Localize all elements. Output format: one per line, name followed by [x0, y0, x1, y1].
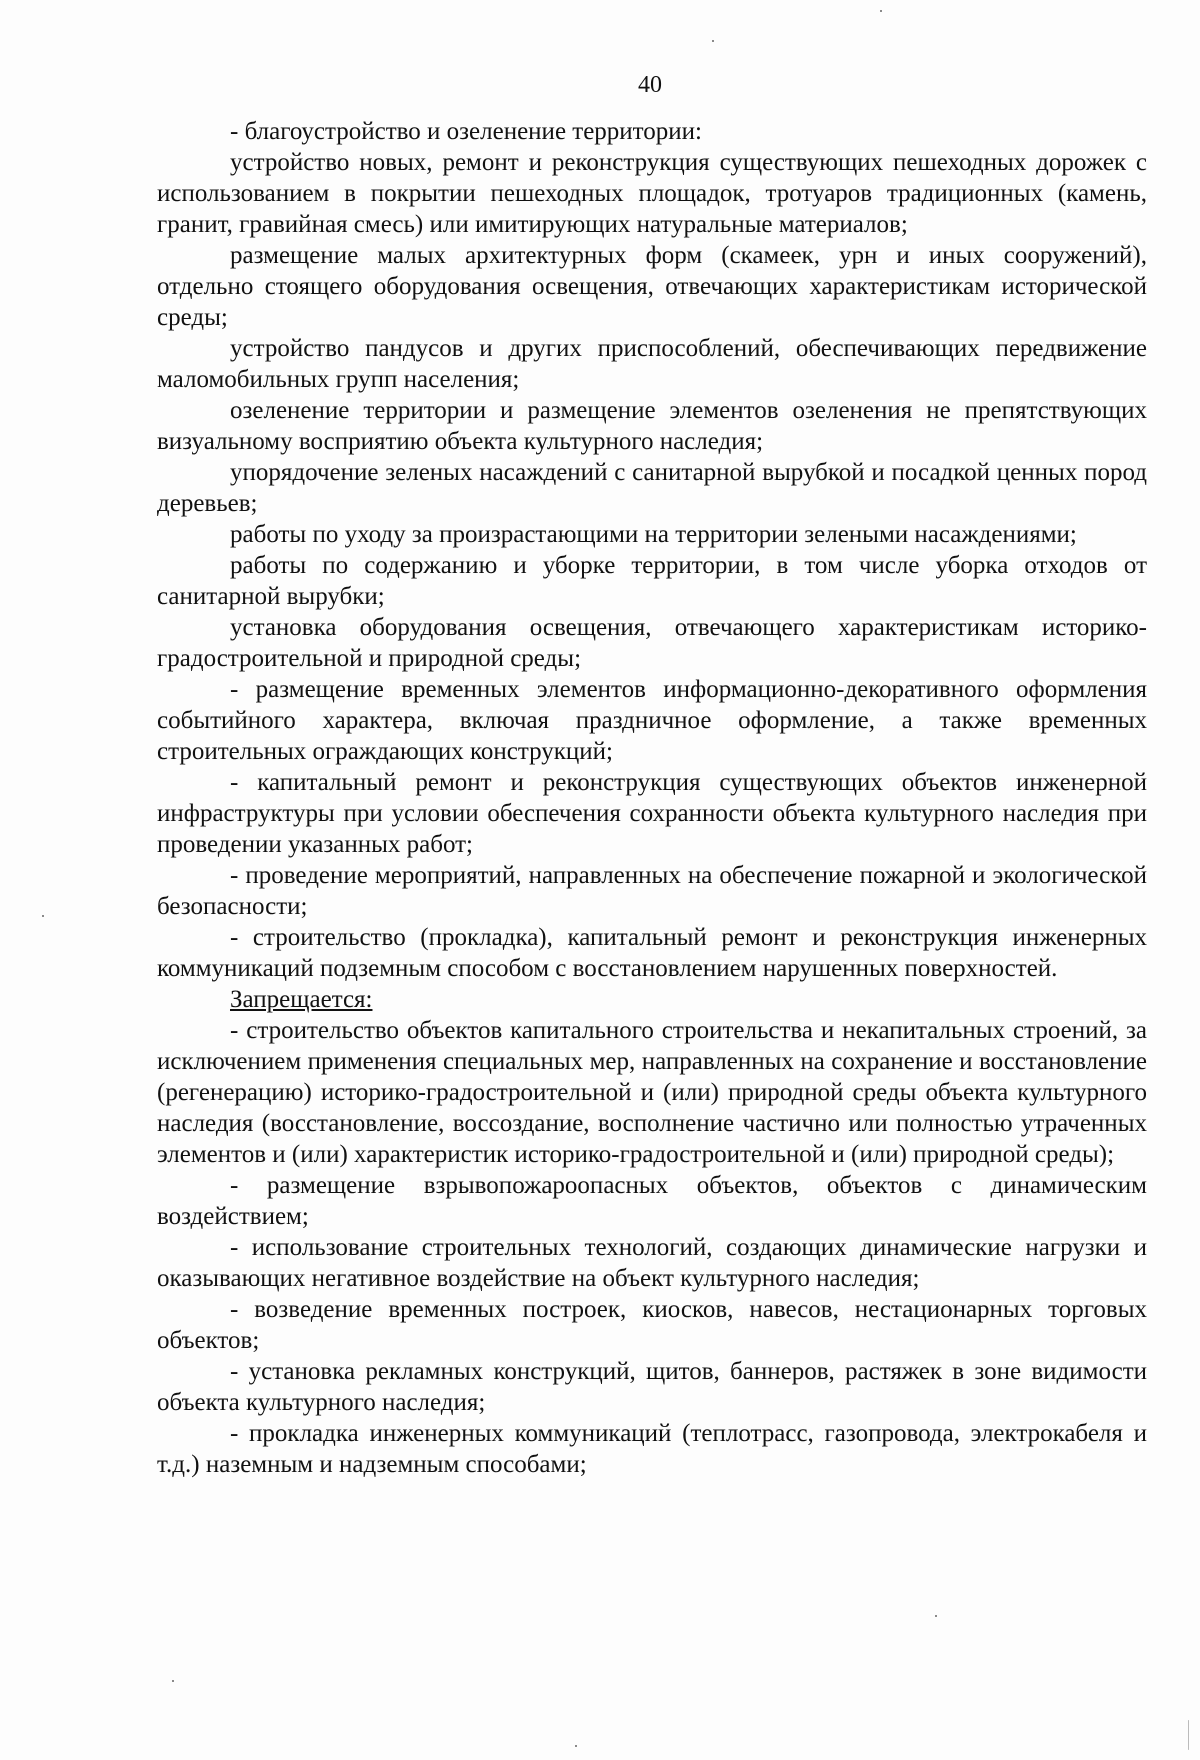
- paragraph-underground-utilities: - строительство (прокладка), капитальный ремонт и реконструкция инженерных коммуникаций подземным способом с восстановлением нарушенных поверхностей.: [157, 924, 1147, 982]
- paragraph-infrastructure-repair: - капитальный ремонт и реконструкция существующих объектов инженерной инфраструктуры при условии обеспечения сохранности объекта культурного наследия при проведении указанных работ;: [157, 769, 1147, 858]
- prohibited-heading: Запрещается:: [230, 986, 373, 1013]
- paragraph-prohibited-temporary-structures: - возведение временных построек, киосков, навесов, нестационарных торговых объектов;: [157, 1296, 1147, 1354]
- scan-speck: [42, 915, 44, 917]
- page-number: 40: [638, 72, 662, 98]
- paragraph-walkways: устройство новых, ремонт и реконструкция существующих пешеходных дорожек с использованием в покрытии пешеходных площадок, тротуаров традиционных (камень, гранит, гравийная смесь) или имитирующих натуральные материалов;: [157, 149, 1147, 238]
- paragraph-fire-safety: - проведение мероприятий, направленных на обеспечение пожарной и экологической безопасности;: [157, 862, 1147, 920]
- paragraph-greening: озеленение территории и размещение элементов озеленения не препятствующих визуальному восприятию объекта культурного наследия;: [157, 397, 1147, 455]
- paragraph-ramps: устройство пандусов и других приспособлений, обеспечивающих передвижение маломобильных групп населения;: [157, 335, 1147, 393]
- scan-edge-mark: [1188, 1720, 1189, 1750]
- paragraph-green-care: работы по уходу за произрастающими на территории зелеными насаждениями;: [230, 521, 1077, 548]
- paragraph-small-forms: размещение малых архитектурных форм (скамеек, урн и иных сооружений), отдельно стоящего оборудования освещения, отвечающих характеристикам исторической среды;: [157, 242, 1147, 331]
- paragraph-prohibited-construction: - строительство объектов капитального строительства и некапитальных строений, за исключением применения специальных мер, направленных на сохранение и восстановление (регенерацию) историко-градостроительной и (или) природной среды объекта культурного наследия (восстановление, воссоздание, восполнение частично или полностью утраченных элементов и (или) характеристик историко-градостроительной и (или) природной среды);: [157, 1017, 1147, 1168]
- paragraph-prohibited-dynamic-loads: - использование строительных технологий, создающих динамические нагрузки и оказывающих негативное воздействие на объект культурного наследия;: [157, 1234, 1147, 1292]
- scan-speck: [172, 1680, 174, 1682]
- scan-speck: [712, 40, 714, 42]
- paragraph-prohibited-advertising: - установка рекламных конструкций, щитов, баннеров, растяжек в зоне видимости объекта культурного наследия;: [157, 1358, 1147, 1416]
- paragraph-prohibited-surface-utilities: - прокладка инженерных коммуникаций (теплотрасс, газопровода, электрокабеля и т.д.) наземным и надземным способами;: [157, 1420, 1147, 1478]
- paragraph-prohibited-explosive: - размещение взрывопожароопасных объектов, объектов с динамическим воздействием;: [157, 1172, 1147, 1230]
- paragraph-lighting: установка оборудования освещения, отвечающего характеристикам историко-градостроительной и природной среды;: [157, 614, 1147, 672]
- scan-speck: [935, 1615, 937, 1617]
- paragraph-temporary-decor: - размещение временных элементов информационно-декоративного оформления событийного характера, включая праздничное оформление, а также временных строительных ограждающих конструкций;: [157, 676, 1147, 765]
- document-body: [157, 116, 1147, 1480]
- scan-speck: [880, 10, 882, 12]
- paragraph-tree-planting: упорядочение зеленых насаждений с санитарной вырубкой и посадкой ценных пород деревьев;: [157, 459, 1147, 517]
- paragraph-landscaping: - благоустройство и озеленение территории:: [230, 118, 702, 145]
- scan-speck: [575, 1745, 577, 1747]
- paragraph-cleaning: работы по содержанию и уборке территории, в том числе уборка отходов от санитарной вырубки;: [157, 552, 1147, 610]
